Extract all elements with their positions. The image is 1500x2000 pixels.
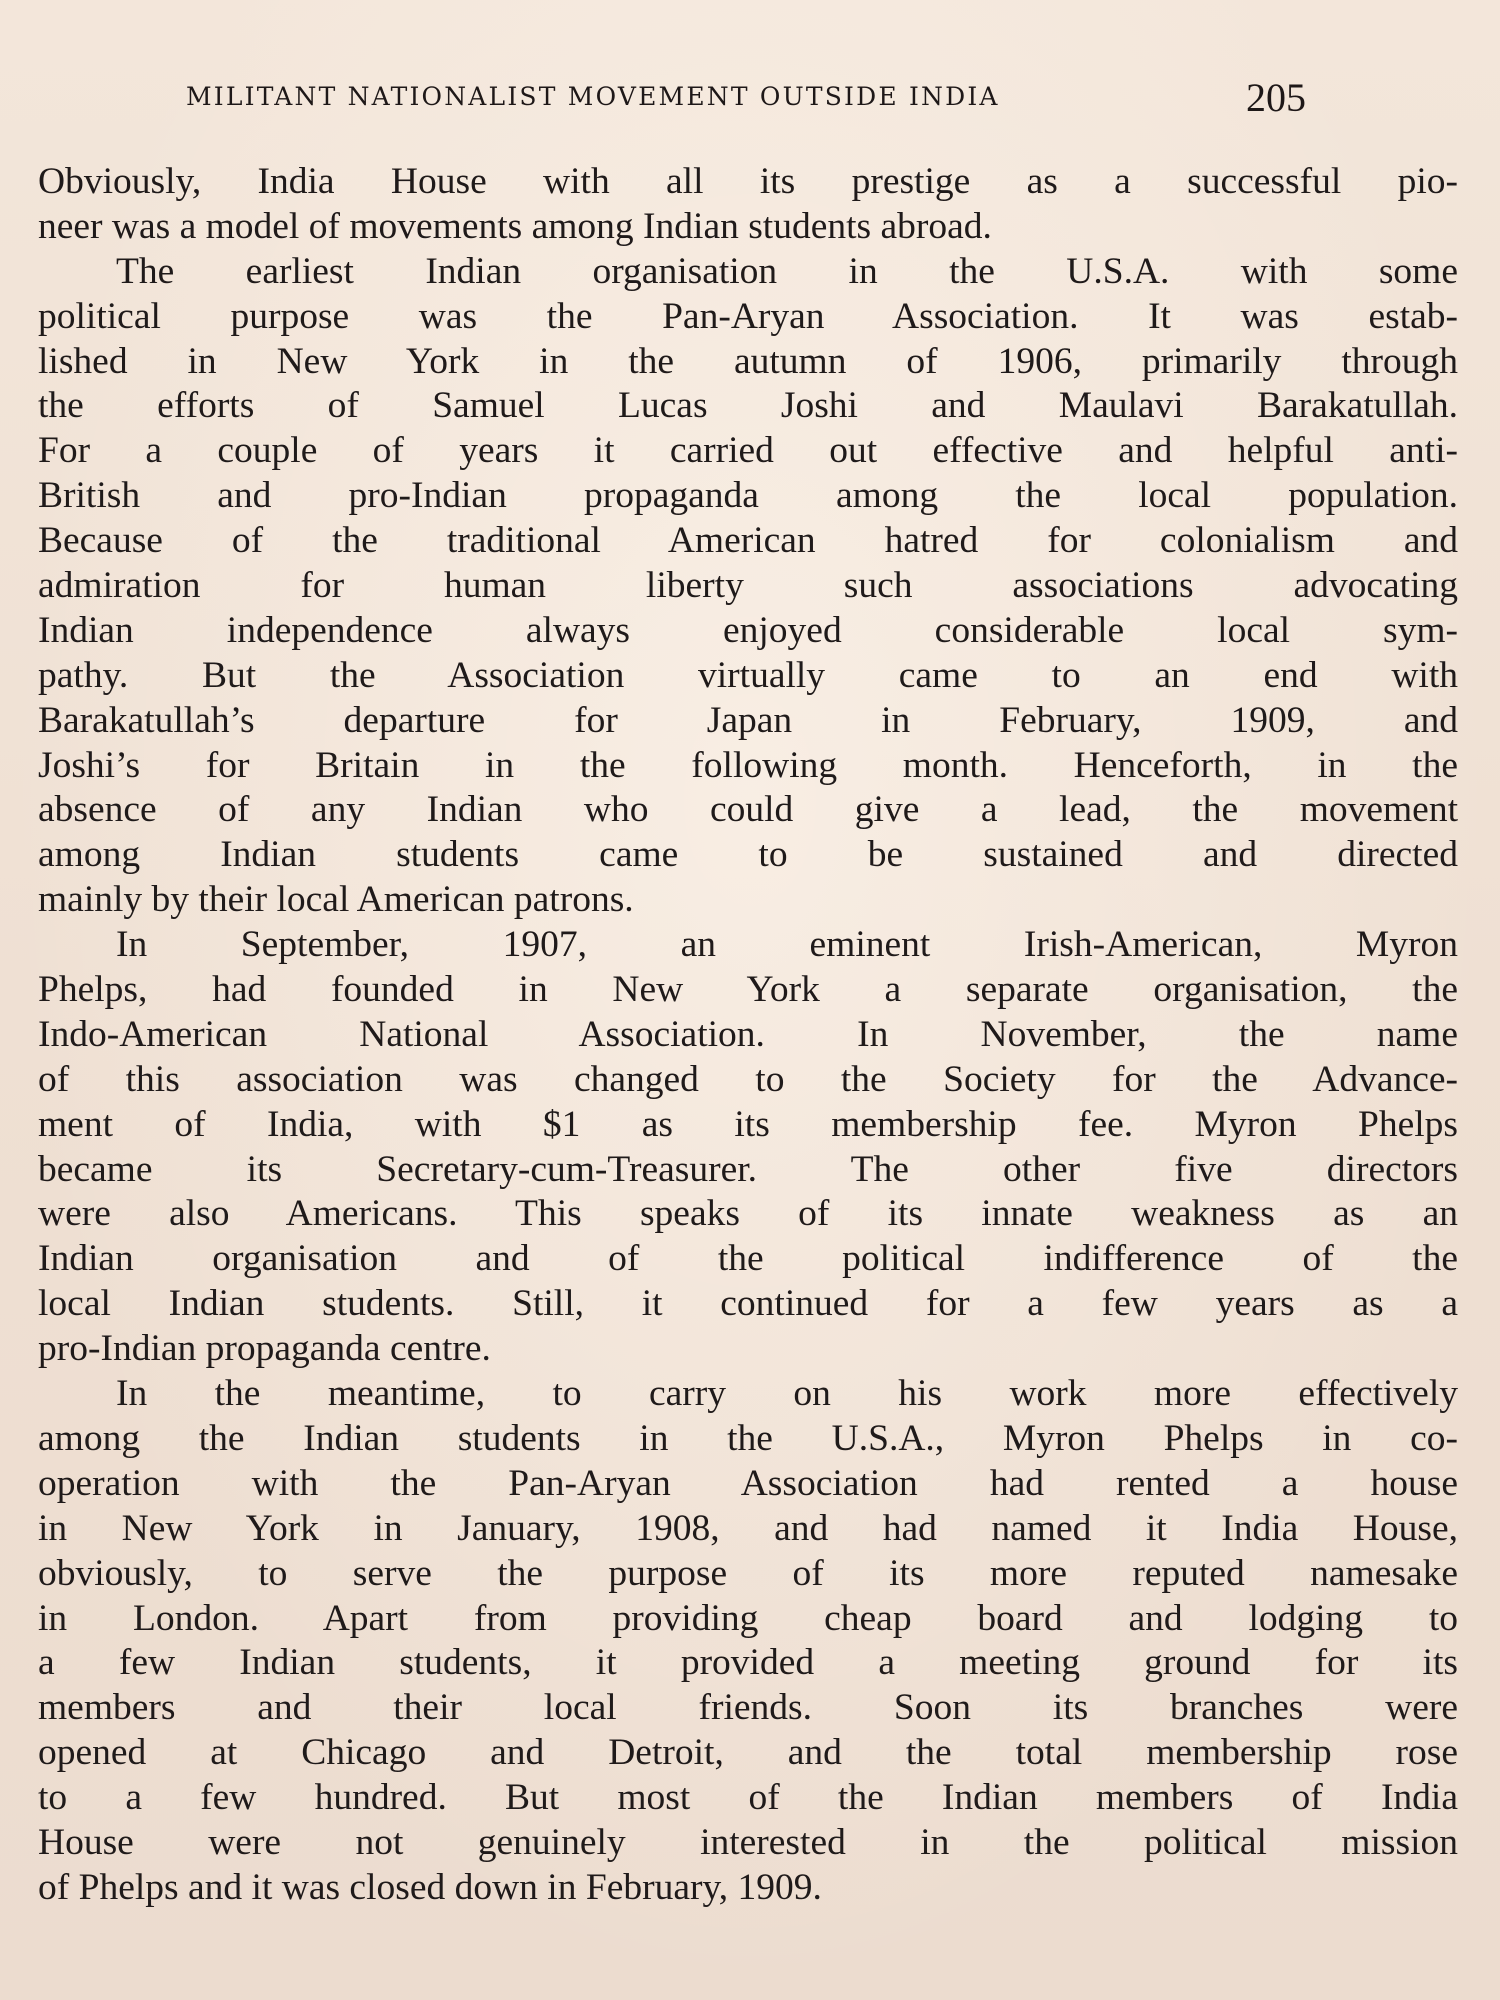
paragraph bbox=[38, 250, 1458, 923]
text-line: among Indian students came to be sustained and directed bbox=[38, 834, 1458, 876]
text-line: operation with the Pan-Aryan Association had rented a house bbox=[38, 1462, 1458, 1504]
text-line: Indian organisation and of the political indifference of the bbox=[38, 1238, 1458, 1280]
text-line: Because of the traditional American hatred for colonialism and bbox=[38, 520, 1458, 562]
text-line: a few Indian students, it provided a meeting ground for its bbox=[38, 1642, 1458, 1684]
text-line: of this association was changed to the Society for the Advance- bbox=[38, 1058, 1458, 1100]
text-line: opened at Chicago and Detroit, and the total membership rose bbox=[38, 1732, 1458, 1774]
text-line: to a few hundred. But most of the Indian members of India bbox=[38, 1777, 1458, 1819]
text-line: Barakatullah’s departure for Japan in February, 1909, and bbox=[38, 699, 1458, 741]
text-line: members and their local friends. Soon its branches were bbox=[38, 1687, 1458, 1729]
paragraph bbox=[38, 160, 1458, 250]
text-line: The earliest Indian organisation in the U.S.A. with some bbox=[116, 250, 1458, 292]
text-line: pro-Indian propaganda centre. bbox=[38, 1328, 491, 1370]
text-line: Phelps, had founded in New York a separate organisation, the bbox=[38, 969, 1458, 1011]
text-line: ment of India, with $1 as its membership fee. Myron Phelps bbox=[38, 1103, 1458, 1145]
text-line: pathy. But the Association virtually came to an end with bbox=[38, 654, 1458, 696]
text-line: Indian independence always enjoyed considerable local sym- bbox=[38, 609, 1458, 651]
text-line: In the meantime, to carry on his work more effectively bbox=[116, 1373, 1458, 1415]
text-line: lished in New York in the autumn of 1906, primarily through bbox=[38, 340, 1458, 382]
page-number: 205 bbox=[1246, 75, 1306, 120]
paragraph bbox=[38, 1372, 1458, 1911]
text-line: House were not genuinely interested in the political mission bbox=[38, 1821, 1458, 1863]
text-line: obviously, to serve the purpose of its more reputed namesake bbox=[38, 1552, 1458, 1594]
text-line: absence of any Indian who could give a lead, the movement bbox=[38, 789, 1458, 831]
text-line: in New York in January, 1908, and had named it India House, bbox=[38, 1507, 1458, 1549]
text-line: were also Americans. This speaks of its innate weakness as an bbox=[38, 1193, 1458, 1235]
text-line: In September, 1907, an eminent Irish-American, Myron bbox=[116, 924, 1458, 966]
text-line: British and pro-Indian propaganda among the local population. bbox=[38, 475, 1458, 517]
text-line: became its Secretary-cum-Treasurer. The other five directors bbox=[38, 1148, 1458, 1190]
body-text bbox=[38, 160, 1458, 1911]
text-line: Indo-American National Association. In November, the name bbox=[38, 1013, 1458, 1055]
text-line: among the Indian students in the U.S.A., Myron Phelps in co- bbox=[38, 1417, 1458, 1459]
text-line: For a couple of years it carried out effective and helpful anti- bbox=[38, 430, 1458, 472]
text-line: local Indian students. Still, it continued for a few years as a bbox=[38, 1283, 1458, 1325]
text-line: neer was a model of movements among Indian students abroad. bbox=[38, 205, 992, 247]
text-line: Obviously, India House with all its prestige as a successful pio- bbox=[38, 161, 1458, 202]
text-line: in London. Apart from providing cheap board and lodging to bbox=[38, 1597, 1458, 1639]
text-line: Joshi’s for Britain in the following month. Henceforth, in the bbox=[38, 744, 1458, 786]
text-line: admiration for human liberty such associations advocating bbox=[38, 565, 1458, 607]
text-line: mainly by their local American patrons. bbox=[38, 879, 634, 921]
paragraph bbox=[38, 923, 1458, 1372]
running-head bbox=[186, 74, 1306, 124]
text-line: of Phelps and it was closed down in February, 1909. bbox=[38, 1866, 822, 1908]
text-line: political purpose was the Pan-Aryan Association. It was estab- bbox=[38, 295, 1458, 337]
text-line: the efforts of Samuel Lucas Joshi and Maulavi Barakatullah. bbox=[38, 385, 1458, 427]
running-title: MILITANT NATIONALIST MOVEMENT OUTSIDE INDIA bbox=[186, 82, 1000, 111]
